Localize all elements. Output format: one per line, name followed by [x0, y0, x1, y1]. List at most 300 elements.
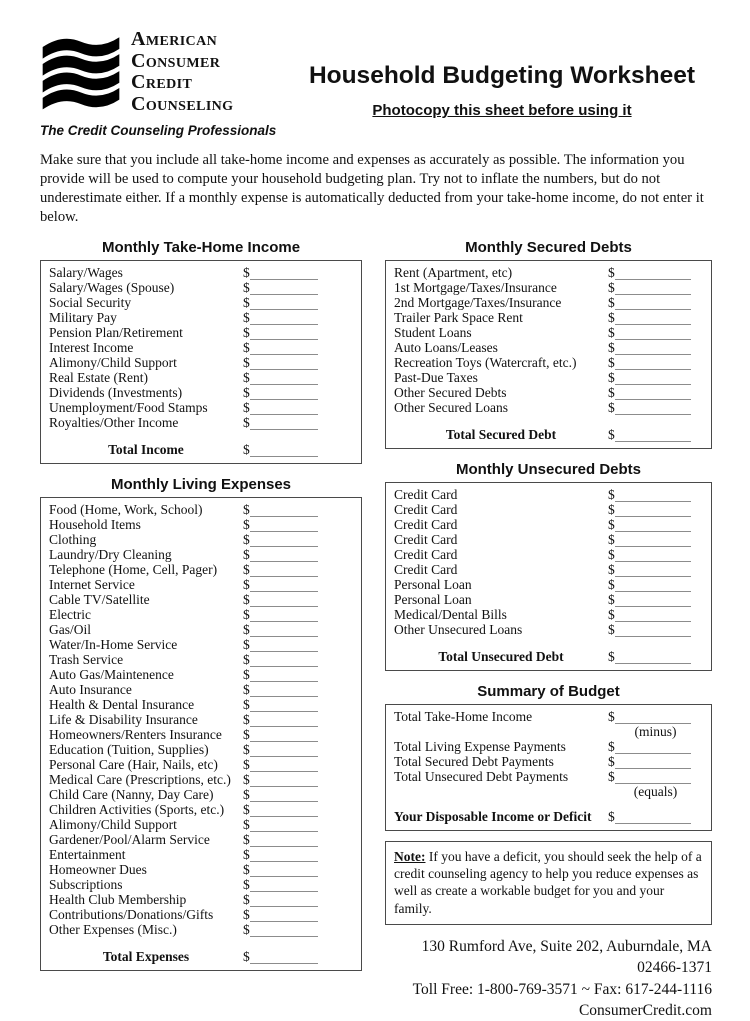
section-budget-summary	[385, 683, 712, 831]
dollar-sign: $	[243, 651, 250, 667]
total-amount-blank[interactable]	[615, 811, 691, 824]
amount-field	[243, 922, 353, 937]
dollar-sign: $	[608, 516, 615, 532]
dollar-sign: $	[608, 294, 615, 310]
line-item-label: Interest Income	[49, 339, 134, 355]
logo-wordmark-line: American	[131, 28, 218, 50]
amount-field	[243, 265, 353, 280]
amount-blank[interactable]	[250, 564, 318, 577]
amount-blank[interactable]	[615, 372, 691, 385]
amount-field	[608, 370, 703, 385]
amount-field	[243, 757, 353, 772]
dollar-sign: $	[243, 786, 250, 802]
income-line-item-row	[49, 265, 353, 280]
total-amount-blank[interactable]	[250, 951, 318, 964]
minus-label: (minus)	[634, 723, 677, 739]
expense-line-item-row	[49, 877, 353, 892]
line-item-label: Telephone (Home, Cell, Pager)	[49, 561, 218, 577]
dollar-sign: $	[243, 354, 250, 370]
dollar-sign: $	[608, 621, 615, 637]
expenses-total-row	[49, 949, 353, 964]
amount-blank[interactable]	[250, 519, 318, 532]
amount-blank[interactable]	[615, 402, 691, 415]
amount-blank[interactable]	[615, 282, 691, 295]
amount-blank[interactable]	[250, 834, 318, 847]
amount-field	[243, 682, 353, 697]
amount-blank[interactable]	[250, 714, 318, 727]
income-total-row	[49, 442, 353, 457]
line-item-label: Military Pay	[49, 309, 117, 325]
amount-field	[243, 442, 353, 457]
footer-phone-fax: Toll Free: 1-800-769-3571 ~ Fax: 617-244-1116	[412, 980, 712, 998]
amount-field	[608, 325, 703, 340]
expense-line-item-row	[49, 727, 353, 742]
expense-line-item-row	[49, 907, 353, 922]
dollar-sign: $	[243, 846, 250, 862]
line-item-label: Other Secured Loans	[394, 399, 508, 415]
amount-field	[243, 607, 353, 622]
line-item-label: Credit Card	[394, 501, 458, 517]
amount-blank[interactable]	[250, 669, 318, 682]
line-item-label: Health & Dental Insurance	[49, 696, 195, 712]
accc-flag-icon	[40, 28, 122, 116]
dollar-sign: $	[243, 516, 250, 532]
amount-field	[243, 907, 353, 922]
dollar-sign: $	[608, 309, 615, 325]
amount-blank[interactable]	[250, 774, 318, 787]
line-item-label: Homeowners/Renters Insurance	[49, 726, 222, 742]
amount-blank[interactable]	[250, 549, 318, 562]
amount-blank[interactable]	[250, 282, 318, 295]
summary-row-secured-debt-payments	[394, 754, 703, 769]
income-line-item-row	[49, 370, 353, 385]
amount-field	[608, 592, 703, 607]
dollar-sign: $	[243, 576, 250, 592]
amount-field	[243, 892, 353, 907]
amount-blank[interactable]	[615, 357, 691, 370]
expense-line-item-row	[49, 802, 353, 817]
amount-blank[interactable]	[250, 624, 318, 637]
amount-field	[608, 607, 703, 622]
total-label: Total Income	[108, 441, 184, 457]
amount-field	[243, 742, 353, 757]
amount-blank[interactable]	[615, 534, 691, 547]
amount-field	[243, 712, 353, 727]
line-item-label: Homeowner Dues	[49, 861, 147, 877]
line-item-label: 1st Mortgage/Taxes/Insurance	[394, 279, 557, 295]
dollar-sign: $	[243, 309, 250, 325]
right-column	[385, 227, 712, 1021]
unsecured-line-item-row	[394, 487, 703, 502]
amount-blank[interactable]	[250, 342, 318, 355]
dollar-sign: $	[243, 279, 250, 295]
secured-rows	[394, 265, 703, 415]
secured-line-item-row	[394, 340, 703, 355]
dollar-sign: $	[608, 486, 615, 502]
dollar-sign: $	[243, 696, 250, 712]
expense-line-item-row	[49, 652, 353, 667]
dollar-sign: $	[243, 294, 250, 310]
amount-field	[243, 802, 353, 817]
amount-field	[608, 385, 703, 400]
expense-line-item-row	[49, 502, 353, 517]
amount-field	[243, 847, 353, 862]
dollar-sign: $	[608, 384, 615, 400]
amount-blank[interactable]	[615, 342, 691, 355]
dollar-sign: $	[243, 441, 250, 457]
amount-field	[608, 622, 703, 637]
amount-field	[243, 295, 353, 310]
summary-row-take-home-income	[394, 709, 703, 724]
section-secured-debts	[385, 239, 712, 449]
income-line-item-row	[49, 400, 353, 415]
amount-blank[interactable]	[615, 594, 691, 607]
summary-label: Total Unsecured Debt Payments	[394, 768, 569, 784]
dollar-sign: $	[243, 384, 250, 400]
amount-field	[243, 532, 353, 547]
total-amount-blank[interactable]	[250, 444, 318, 457]
amount-blank[interactable]	[250, 387, 318, 400]
line-item-label: Credit Card	[394, 516, 458, 532]
amount-blank[interactable]	[615, 267, 691, 280]
summary-row-living-expense-payments	[394, 739, 703, 754]
amount-blank[interactable]	[250, 849, 318, 862]
equals-label: (equals)	[633, 783, 678, 799]
line-item-label: Food (Home, Work, School)	[49, 501, 203, 517]
amount-field	[243, 697, 353, 712]
total-label: Total Expenses	[102, 948, 190, 964]
dollar-sign: $	[243, 891, 250, 907]
amount-blank[interactable]	[250, 879, 318, 892]
dollar-sign: $	[243, 369, 250, 385]
amount-field	[243, 280, 353, 295]
amount-field	[243, 862, 353, 877]
amount-blank[interactable]	[250, 654, 318, 667]
amount-blank[interactable]	[250, 267, 318, 280]
dollar-sign: $	[243, 681, 250, 697]
expense-line-item-row	[49, 592, 353, 607]
dollar-sign: $	[608, 591, 615, 607]
amount-field	[608, 265, 703, 280]
line-item-label: Other Secured Debts	[394, 384, 507, 400]
spacer	[49, 430, 353, 442]
logo-wordmark-line: Consumer	[131, 49, 221, 72]
line-item-label: Credit Card	[394, 486, 458, 502]
dollar-sign: $	[608, 606, 615, 622]
dollar-sign: $	[608, 531, 615, 547]
line-item-label: Alimony/Child Support	[49, 354, 177, 370]
amount-field	[608, 532, 703, 547]
amount-blank[interactable]	[615, 741, 691, 754]
amount-blank[interactable]	[615, 549, 691, 562]
total-label: Total Secured Debt	[445, 426, 557, 442]
amount-blank[interactable]	[250, 297, 318, 310]
total-label: Total Unsecured Debt	[438, 648, 564, 664]
line-item-label: Trash Service	[49, 651, 124, 667]
amount-field	[608, 709, 703, 724]
line-item-label: Pension Plan/Retirement	[49, 324, 183, 340]
expense-line-item-row	[49, 832, 353, 847]
logo-wordmark-line: Credit	[131, 71, 193, 94]
amount-blank[interactable]	[250, 327, 318, 340]
line-item-label: Auto Gas/Maintenence	[49, 666, 174, 682]
amount-blank[interactable]	[250, 684, 318, 697]
note-text: If you have a deficit, you should seek the help of a credit counseling agency to help you reduce expenses as well as create a workable budget for you and your family.	[394, 848, 702, 916]
amount-blank[interactable]	[250, 744, 318, 757]
dollar-sign: $	[243, 636, 250, 652]
line-item-label: Personal Loan	[394, 591, 472, 607]
amount-blank[interactable]	[250, 372, 318, 385]
amount-field	[243, 832, 353, 847]
line-item-label: Dividends (Investments)	[49, 384, 183, 400]
disposable-income-label: Your Disposable Income or Deficit	[394, 808, 592, 824]
dollar-sign: $	[608, 399, 615, 415]
secured-line-item-row	[394, 355, 703, 370]
expense-line-item-row	[49, 697, 353, 712]
amount-blank[interactable]	[250, 864, 318, 877]
amount-field	[243, 667, 353, 682]
amount-blank[interactable]	[615, 756, 691, 769]
amount-blank[interactable]	[615, 327, 691, 340]
expense-line-item-row	[49, 622, 353, 637]
dollar-sign: $	[608, 561, 615, 577]
unsecured-line-item-row	[394, 592, 703, 607]
dollar-sign: $	[243, 414, 250, 430]
income-box	[40, 260, 362, 464]
line-item-label: Credit Card	[394, 546, 458, 562]
expense-line-item-row	[49, 547, 353, 562]
unsecured-line-item-row	[394, 517, 703, 532]
amount-blank[interactable]	[250, 894, 318, 907]
logo-tagline: The Credit Counseling Professionals	[40, 123, 277, 138]
amount-blank[interactable]	[250, 924, 318, 937]
income-line-item-row	[49, 310, 353, 325]
dollar-sign: $	[243, 621, 250, 637]
expense-line-item-row	[49, 712, 353, 727]
dollar-sign: $	[243, 561, 250, 577]
expense-line-item-row	[49, 667, 353, 682]
amount-blank[interactable]	[615, 312, 691, 325]
summary-label: Total Take-Home Income	[394, 708, 533, 724]
amount-blank[interactable]	[615, 387, 691, 400]
expenses-section-title: Monthly Living Expenses	[110, 475, 292, 493]
summary-label: Total Living Expense Payments	[394, 738, 566, 754]
section-living-expenses	[40, 476, 362, 971]
amount-field	[608, 355, 703, 370]
income-line-item-row	[49, 415, 353, 430]
title-block	[292, 28, 712, 138]
secured-total-row	[394, 427, 703, 442]
amount-field	[608, 280, 703, 295]
amount-field	[243, 562, 353, 577]
expense-line-item-row	[49, 922, 353, 937]
amount-blank[interactable]	[615, 564, 691, 577]
dollar-sign: $	[243, 921, 250, 937]
expense-line-item-row	[49, 772, 353, 787]
amount-blank[interactable]	[250, 357, 318, 370]
dollar-sign: $	[608, 768, 615, 784]
line-item-label: Personal Loan	[394, 576, 472, 592]
amount-blank[interactable]	[250, 579, 318, 592]
expenses-rows	[49, 502, 353, 937]
amount-blank[interactable]	[615, 579, 691, 592]
amount-field	[243, 517, 353, 532]
logo-wordmark-line: Counseling	[131, 92, 234, 115]
income-line-item-row	[49, 385, 353, 400]
line-item-label: Gas/Oil	[49, 621, 91, 637]
line-item-label: Real Estate (Rent)	[49, 369, 148, 385]
line-item-label: Other Unsecured Loans	[394, 621, 523, 637]
total-amount-blank[interactable]	[615, 651, 691, 664]
amount-blank[interactable]	[250, 789, 318, 802]
amount-field	[243, 325, 353, 340]
line-item-label: Other Expenses (Misc.)	[49, 921, 177, 937]
dollar-sign: $	[608, 279, 615, 295]
worksheet-columns	[40, 227, 712, 1021]
amount-blank[interactable]	[250, 402, 318, 415]
secured-line-item-row	[394, 325, 703, 340]
amount-blank[interactable]	[250, 594, 318, 607]
amount-field	[243, 949, 353, 964]
total-amount-blank[interactable]	[615, 429, 691, 442]
dollar-sign: $	[243, 591, 250, 607]
expenses-box	[40, 497, 362, 971]
expense-line-item-row	[49, 847, 353, 862]
dollar-sign: $	[608, 738, 615, 754]
dollar-sign: $	[243, 756, 250, 772]
amount-blank[interactable]	[250, 504, 318, 517]
dollar-sign: $	[608, 369, 615, 385]
amount-blank[interactable]	[615, 519, 691, 532]
amount-field	[243, 577, 353, 592]
line-item-label: Subscriptions	[49, 876, 123, 892]
amount-field	[243, 787, 353, 802]
expense-line-item-row	[49, 517, 353, 532]
amount-blank[interactable]	[250, 312, 318, 325]
line-item-label: Cable TV/Satellite	[49, 591, 150, 607]
line-item-label: Laundry/Dry Cleaning	[49, 546, 172, 562]
amount-field	[243, 340, 353, 355]
dollar-sign: $	[243, 876, 250, 892]
note-box	[385, 841, 712, 925]
income-line-item-row	[49, 325, 353, 340]
dollar-sign: $	[243, 399, 250, 415]
dollar-sign: $	[608, 753, 615, 769]
unsecured-box	[385, 482, 712, 671]
dollar-sign: $	[608, 546, 615, 562]
amount-blank[interactable]	[615, 297, 691, 310]
amount-field	[608, 547, 703, 562]
amount-field	[608, 769, 703, 784]
line-item-label: Rent (Apartment, etc)	[394, 264, 513, 280]
line-item-label: Internet Service	[49, 576, 135, 592]
amount-blank[interactable]	[250, 909, 318, 922]
line-item-label: Clothing	[49, 531, 97, 547]
dollar-sign: $	[608, 576, 615, 592]
line-item-label: Entertainment	[49, 846, 126, 862]
amount-blank[interactable]	[250, 804, 318, 817]
dollar-sign: $	[243, 666, 250, 682]
dollar-sign: $	[243, 771, 250, 787]
footer-website: ConsumerCredit.com	[578, 1002, 712, 1020]
expense-line-item-row	[49, 757, 353, 772]
dollar-sign: $	[608, 648, 615, 664]
unsecured-line-item-row	[394, 502, 703, 517]
secured-line-item-row	[394, 385, 703, 400]
line-item-label: Royalties/Other Income	[49, 414, 179, 430]
dollar-sign: $	[243, 861, 250, 877]
amount-blank[interactable]	[250, 729, 318, 742]
equals-indicator-row	[394, 784, 703, 799]
page-header	[40, 28, 712, 138]
summary-label: Total Secured Debt Payments	[394, 753, 554, 769]
line-item-label: Recreation Toys (Watercraft, etc.)	[394, 354, 577, 370]
amount-field	[243, 622, 353, 637]
page-footer	[385, 936, 712, 1021]
line-item-label: Medical/Dental Bills	[394, 606, 507, 622]
intro-paragraph: Make sure that you include all take-home income and expenses as accurately as possible. The information you provide will be used to compute your household budgeting plan. Try not to inflate the numbers, but do not underestimate either. If a monthly expense is automatically deducted from your take-home income, do not enter it below.	[40, 152, 704, 225]
amount-blank[interactable]	[615, 609, 691, 622]
amount-field	[243, 355, 353, 370]
unsecured-line-item-row	[394, 622, 703, 637]
expense-line-item-row	[49, 817, 353, 832]
amount-blank[interactable]	[615, 489, 691, 502]
line-item-label: Unemployment/Food Stamps	[49, 399, 208, 415]
secured-box	[385, 260, 712, 449]
amount-blank[interactable]	[250, 534, 318, 547]
amount-blank[interactable]	[250, 417, 318, 430]
amount-blank[interactable]	[615, 711, 691, 724]
page-title: Household Budgeting Worksheet	[308, 62, 696, 89]
logo-wordmark	[131, 28, 233, 116]
left-column	[40, 227, 362, 1021]
line-item-label: Contributions/Donations/Gifts	[49, 906, 214, 922]
expense-line-item-row	[49, 562, 353, 577]
amount-blank[interactable]	[615, 771, 691, 784]
amount-blank[interactable]	[615, 624, 691, 637]
summary-section-title: Summary of Budget	[477, 682, 620, 700]
dollar-sign: $	[243, 501, 250, 517]
spacer	[49, 937, 353, 949]
dollar-sign: $	[243, 948, 250, 964]
amount-field	[608, 562, 703, 577]
unsecured-rows	[394, 487, 703, 637]
income-line-item-row	[49, 340, 353, 355]
secured-line-item-row	[394, 295, 703, 310]
line-item-label: Child Care (Nanny, Day Care)	[49, 786, 214, 802]
photocopy-instruction: Photocopy this sheet before using it	[372, 102, 632, 119]
amount-blank[interactable]	[250, 609, 318, 622]
amount-blank[interactable]	[615, 504, 691, 517]
amount-blank[interactable]	[250, 819, 318, 832]
line-item-label: Credit Card	[394, 561, 458, 577]
amount-field	[243, 727, 353, 742]
amount-field	[243, 817, 353, 832]
amount-blank[interactable]	[250, 759, 318, 772]
line-item-label: Past-Due Taxes	[394, 369, 478, 385]
amount-field	[243, 877, 353, 892]
expense-line-item-row	[49, 892, 353, 907]
amount-blank[interactable]	[250, 639, 318, 652]
dollar-sign: $	[243, 801, 250, 817]
amount-blank[interactable]	[250, 699, 318, 712]
note-label: Note:	[394, 848, 426, 864]
footer-address: 130 Rumford Ave, Suite 202, Auburndale, MA 02466-1371	[421, 937, 712, 977]
accc-logo	[40, 28, 292, 138]
line-item-label: Life & Disability Insurance	[49, 711, 198, 727]
dollar-sign: $	[243, 264, 250, 280]
amount-field	[243, 385, 353, 400]
